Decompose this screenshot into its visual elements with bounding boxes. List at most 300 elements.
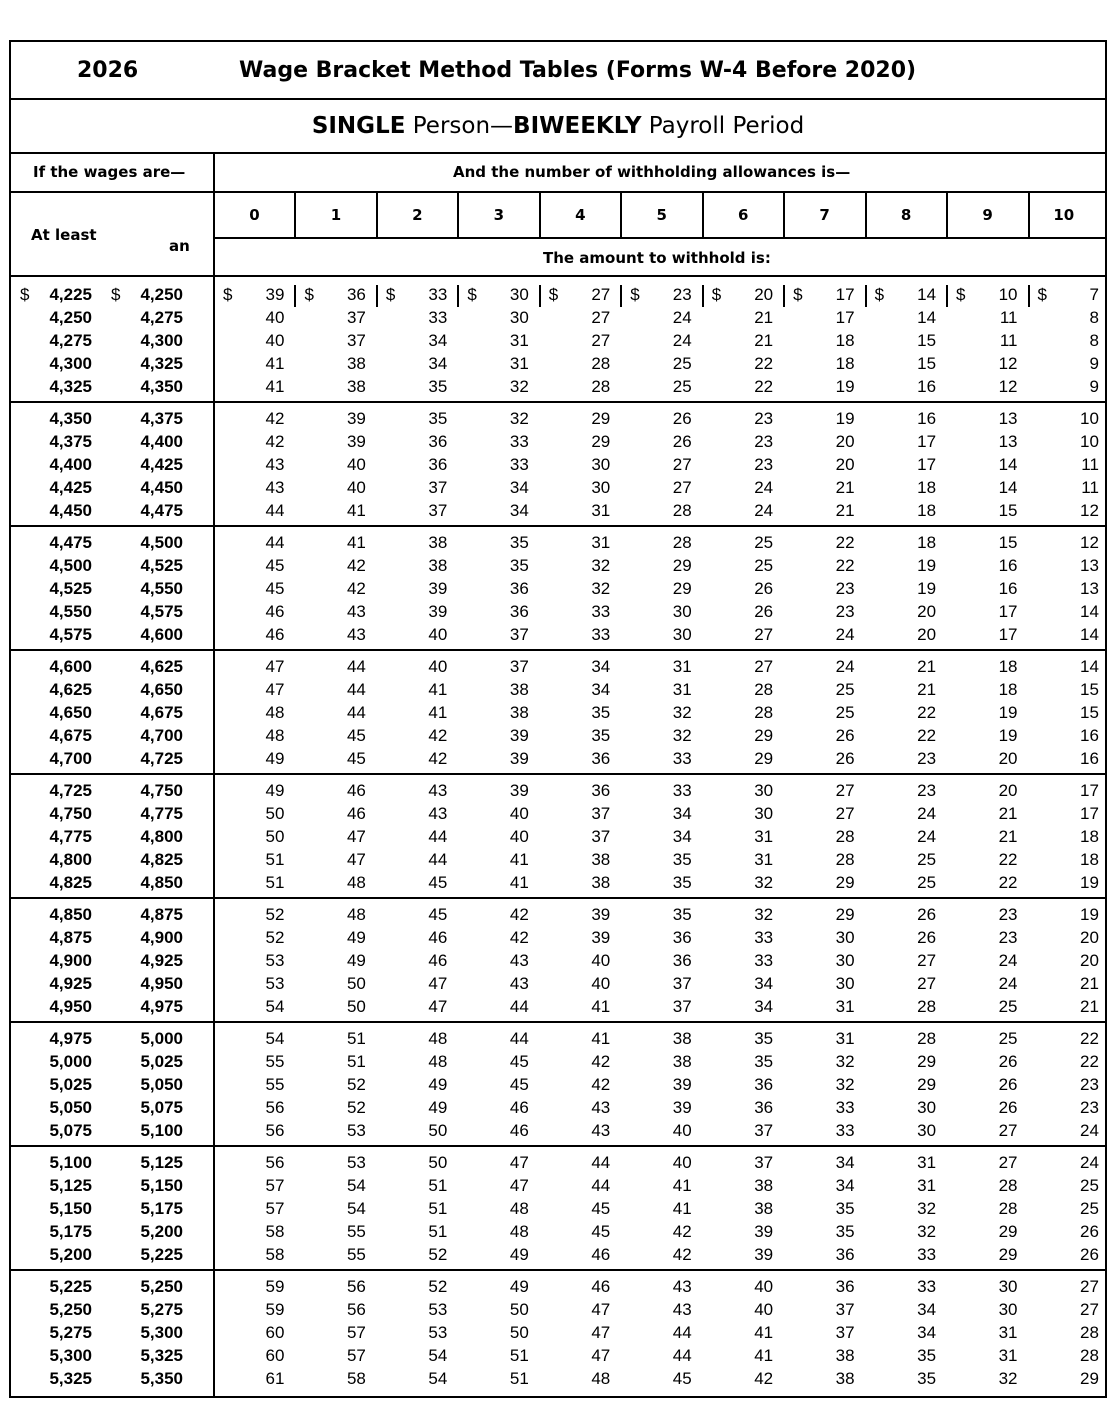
withholding-amount: 38 xyxy=(346,354,366,373)
withholding-amount: 29 xyxy=(754,749,774,768)
withholding-amount: 36 xyxy=(591,781,611,800)
wage-but-less-than: 5,150 xyxy=(140,1176,183,1195)
withholding-amount: 51 xyxy=(428,1176,448,1195)
withholding-amount: 30 xyxy=(672,625,692,644)
wage-at-least: 5,150 xyxy=(49,1199,92,1218)
withholding-amount: 32 xyxy=(998,1369,1018,1388)
withholding-amount: 37 xyxy=(428,501,448,520)
withholding-amount: 42 xyxy=(754,1369,774,1388)
withholding-amount: 34 xyxy=(591,657,611,676)
withholding-amount: 43 xyxy=(591,1098,611,1117)
withholding-amount: 11 xyxy=(1081,478,1099,497)
withholding-amount: 42 xyxy=(509,928,529,947)
withholding-amount: 21 xyxy=(1080,997,1099,1016)
withholding-amount: 31 xyxy=(998,1346,1018,1365)
withholding-amount: 52 xyxy=(346,1075,366,1094)
withholding-amount: 24 xyxy=(1080,1121,1099,1140)
divider xyxy=(620,191,622,237)
withholding-amount: 30 xyxy=(754,781,774,800)
withholding-amount: 39 xyxy=(509,781,529,800)
wage-but-less-than: 4,575 xyxy=(140,602,183,621)
wage-but-less-than: 4,750 xyxy=(140,781,183,800)
withholding-amount: 54 xyxy=(265,997,285,1016)
withholding-amount: 60 xyxy=(265,1323,285,1342)
withholding-amount: 40 xyxy=(754,1277,774,1296)
subtitle-filing-status: SINGLE xyxy=(311,113,406,139)
dollar-sign: $ xyxy=(956,285,966,304)
withholding-amount: 46 xyxy=(591,1245,611,1264)
withholding-amount: 29 xyxy=(672,579,692,598)
withholding-amount: 38 xyxy=(428,533,448,552)
withholding-amount: 21 xyxy=(835,501,855,520)
wage-but-less-than: 5,350 xyxy=(140,1369,183,1388)
group-divider xyxy=(11,897,1105,899)
withholding-amount: 52 xyxy=(428,1277,448,1296)
withholding-amount: 31 xyxy=(672,680,692,699)
withholding-amount: 39 xyxy=(672,1075,692,1094)
wage-but-less-than: 5,225 xyxy=(140,1245,183,1264)
withholding-amount: 45 xyxy=(672,1369,692,1388)
withholding-amount: 38 xyxy=(754,1199,774,1218)
withholding-amount: 25 xyxy=(998,1029,1018,1048)
allowance-column-header: 3 xyxy=(493,206,505,224)
withholding-amount: 18 xyxy=(917,533,937,552)
withholding-amount: 40 xyxy=(509,827,529,846)
withholding-amount: 14 xyxy=(917,285,937,304)
withholding-amount: 45 xyxy=(591,1199,611,1218)
withholding-amount: 10 xyxy=(1080,409,1099,428)
withholding-amount: 42 xyxy=(346,579,366,598)
withholding-amount: 35 xyxy=(591,726,611,745)
table-title: Wage Bracket Method Tables (Forms W-4 Before 2020) xyxy=(239,58,917,83)
withholding-amount: 19 xyxy=(835,409,855,428)
withholding-amount: 22 xyxy=(1080,1029,1099,1048)
withholding-amount: 31 xyxy=(509,331,529,350)
withholding-amount: 30 xyxy=(917,1098,937,1117)
withholding-amount: 21 xyxy=(917,680,937,699)
withholding-amount: 25 xyxy=(672,377,692,396)
withholding-amount: 33 xyxy=(917,1245,937,1264)
withholding-amount: 16 xyxy=(917,377,937,396)
withholding-amount: 41 xyxy=(428,703,448,722)
withholding-amount: 38 xyxy=(754,1176,774,1195)
withholding-amount: 32 xyxy=(754,873,774,892)
withholding-amount: 43 xyxy=(265,478,285,497)
wage-at-least: 5,275 xyxy=(49,1323,92,1342)
withholding-amount: 37 xyxy=(672,974,692,993)
wage-but-less-than: 5,050 xyxy=(140,1075,183,1094)
withholding-amount: 31 xyxy=(509,354,529,373)
withholding-amount: 33 xyxy=(428,308,448,327)
wage-but-less-than: 4,350 xyxy=(140,377,183,396)
withholding-amount: 10 xyxy=(1080,432,1099,451)
withholding-amount: 49 xyxy=(509,1245,529,1264)
withholding-amount: 32 xyxy=(917,1222,937,1241)
withholding-amount: 38 xyxy=(672,1052,692,1071)
withholding-amount: 20 xyxy=(835,455,855,474)
withholding-amount: 45 xyxy=(509,1052,529,1071)
withholding-amount: 44 xyxy=(265,501,285,520)
divider xyxy=(702,285,704,307)
withholding-amount: 25 xyxy=(835,703,855,722)
divider xyxy=(294,285,296,307)
withholding-amount: 37 xyxy=(591,827,611,846)
withholding-amount: 26 xyxy=(835,749,855,768)
withholding-amount: 44 xyxy=(509,1029,529,1048)
wage-at-least: 4,275 xyxy=(49,331,92,350)
withholding-amount: 50 xyxy=(509,1323,529,1342)
withholding-amount: 33 xyxy=(672,781,692,800)
group-divider xyxy=(11,649,1105,651)
allowances-header: And the number of withholding allowances is— xyxy=(453,163,851,181)
withholding-amount: 24 xyxy=(917,804,937,823)
dollar-sign: $ xyxy=(874,285,885,304)
withholding-amount: 40 xyxy=(672,1121,692,1140)
withholding-amount: 42 xyxy=(509,905,529,924)
withholding-amount: 38 xyxy=(509,703,529,722)
at-least-label: At least xyxy=(31,226,97,244)
wage-but-less-than: 4,675 xyxy=(140,703,183,722)
wage-but-less-than: 5,250 xyxy=(140,1277,183,1296)
withholding-amount: 18 xyxy=(998,680,1018,699)
withholding-amount: 27 xyxy=(754,657,774,676)
withholding-amount: 14 xyxy=(1080,625,1099,644)
withholding-amount: 21 xyxy=(835,478,855,497)
withholding-amount: 58 xyxy=(346,1369,366,1388)
wage-but-less-than: 4,950 xyxy=(140,974,183,993)
withholding-amount: 47 xyxy=(591,1346,611,1365)
withholding-amount: 31 xyxy=(591,533,611,552)
withholding-amount: 34 xyxy=(917,1323,937,1342)
withholding-amount: 13 xyxy=(1080,556,1099,575)
withholding-amount: 27 xyxy=(835,804,855,823)
divider xyxy=(865,285,867,307)
withholding-amount: 43 xyxy=(672,1300,692,1319)
withholding-amount: 41 xyxy=(346,533,366,552)
withholding-amount: 11 xyxy=(1081,455,1099,474)
wage-at-least: 4,450 xyxy=(49,501,92,520)
withholding-amount: 20 xyxy=(917,602,937,621)
withholding-amount: 61 xyxy=(265,1369,285,1388)
group-divider xyxy=(11,1145,1105,1147)
withholding-amount: 49 xyxy=(265,781,285,800)
withholding-amount: 27 xyxy=(917,974,937,993)
withholding-amount: 23 xyxy=(998,928,1018,947)
withholding-amount: 46 xyxy=(428,951,448,970)
wage-at-least: 4,975 xyxy=(49,1029,92,1048)
withholding-amount: 24 xyxy=(754,501,774,520)
wage-at-least: 5,000 xyxy=(49,1052,92,1071)
withholding-amount: 36 xyxy=(672,951,692,970)
allowance-column-header: 6 xyxy=(737,206,749,224)
wage-at-least: 5,250 xyxy=(49,1300,92,1319)
wage-at-least: 4,425 xyxy=(49,478,92,497)
withholding-amount: 55 xyxy=(265,1075,285,1094)
withholding-amount: 44 xyxy=(672,1346,692,1365)
divider xyxy=(11,191,1105,193)
withholding-amount: 28 xyxy=(917,1029,937,1048)
wage-but-less-than: 4,425 xyxy=(140,455,183,474)
withholding-amount: 38 xyxy=(672,1029,692,1048)
withholding-amount: 34 xyxy=(835,1153,855,1172)
withholding-amount: 15 xyxy=(998,533,1018,552)
wage-at-least: 4,500 xyxy=(49,556,92,575)
withholding-amount: 37 xyxy=(835,1323,855,1342)
withholding-amount: 45 xyxy=(509,1075,529,1094)
withholding-amount: 37 xyxy=(346,308,366,327)
withholding-amount: 22 xyxy=(917,726,937,745)
withholding-amount: 17 xyxy=(1080,804,1099,823)
withholding-amount: 17 xyxy=(917,455,937,474)
withholding-amount: 33 xyxy=(509,432,529,451)
wage-but-less-than: 4,725 xyxy=(140,749,183,768)
wage-but-less-than: 5,075 xyxy=(140,1098,183,1117)
withholding-amount: 24 xyxy=(835,625,855,644)
withholding-amount: 34 xyxy=(672,804,692,823)
withholding-amount: 24 xyxy=(917,827,937,846)
withholding-amount: 27 xyxy=(1080,1277,1099,1296)
withholding-amount: 37 xyxy=(754,1153,774,1172)
withholding-amount: 18 xyxy=(917,501,937,520)
withholding-amount: 26 xyxy=(917,928,937,947)
withholding-amount: 18 xyxy=(917,478,937,497)
withholding-amount: 35 xyxy=(754,1052,774,1071)
withholding-amount: 47 xyxy=(428,974,448,993)
withholding-amount: 35 xyxy=(672,873,692,892)
withholding-amount: 16 xyxy=(1080,749,1099,768)
divider xyxy=(213,237,1105,239)
withholding-amount: 41 xyxy=(591,997,611,1016)
wage-but-less-than: 4,975 xyxy=(140,997,183,1016)
withholding-amount: 28 xyxy=(672,533,692,552)
withholding-amount: 35 xyxy=(591,703,611,722)
withholding-amount: 23 xyxy=(754,455,774,474)
withholding-amount: 59 xyxy=(265,1300,285,1319)
but-less-label: an xyxy=(169,237,190,255)
withholding-amount: 24 xyxy=(754,478,774,497)
withholding-amount: 27 xyxy=(998,1153,1018,1172)
withholding-amount: 57 xyxy=(346,1323,366,1342)
withholding-amount: 21 xyxy=(998,804,1018,823)
withholding-amount: 32 xyxy=(835,1075,855,1094)
wage-at-least: 5,225 xyxy=(49,1277,92,1296)
withholding-amount: 50 xyxy=(346,974,366,993)
withholding-amount: 34 xyxy=(672,827,692,846)
withholding-amount: 31 xyxy=(917,1176,937,1195)
wage-at-least: 5,200 xyxy=(49,1245,92,1264)
withholding-amount: 28 xyxy=(998,1199,1018,1218)
withholding-amount: 36 xyxy=(428,432,448,451)
withholding-amount: 52 xyxy=(428,1245,448,1264)
wage-but-less-than: 4,700 xyxy=(140,726,183,745)
withholding-amount: 47 xyxy=(346,850,366,869)
withholding-amount: 21 xyxy=(1080,974,1099,993)
withholding-amount: 58 xyxy=(265,1222,285,1241)
withholding-amount: 33 xyxy=(754,928,774,947)
withholding-amount: 29 xyxy=(835,905,855,924)
withholding-amount: 34 xyxy=(428,354,448,373)
withholding-amount: 39 xyxy=(591,928,611,947)
withholding-amount: 49 xyxy=(509,1277,529,1296)
wage-at-least: 5,175 xyxy=(49,1222,92,1241)
withholding-amount: 48 xyxy=(346,905,366,924)
withholding-amount: 26 xyxy=(998,1075,1018,1094)
withholding-amount: 36 xyxy=(509,602,529,621)
withholding-amount: 34 xyxy=(754,974,774,993)
withholding-amount: 10 xyxy=(998,285,1018,304)
withholding-amount: 25 xyxy=(1080,1199,1099,1218)
divider xyxy=(376,285,378,307)
dollar-sign: $ xyxy=(1037,285,1047,304)
withholding-amount: 30 xyxy=(835,951,855,970)
withholding-amount: 24 xyxy=(672,331,692,350)
withholding-amount: 45 xyxy=(265,579,285,598)
withholding-amount: 23 xyxy=(1080,1075,1099,1094)
withholding-amount: 26 xyxy=(998,1098,1018,1117)
wage-at-least: 4,300 xyxy=(49,354,92,373)
withholding-amount: 11 xyxy=(999,308,1018,327)
withholding-amount: 23 xyxy=(998,905,1018,924)
withholding-amount: 47 xyxy=(428,997,448,1016)
withholding-amount: 44 xyxy=(346,657,366,676)
withholding-amount: 30 xyxy=(754,804,774,823)
withholding-amount: 18 xyxy=(1080,827,1099,846)
withholding-amount: 46 xyxy=(265,625,285,644)
withholding-amount: 49 xyxy=(346,928,366,947)
withholding-amount: 19 xyxy=(1080,873,1099,892)
dollar-sign: $ xyxy=(111,285,121,304)
withholding-amount: 26 xyxy=(998,1052,1018,1071)
withholding-amount: 24 xyxy=(998,974,1018,993)
withholding-amount: 31 xyxy=(754,827,774,846)
withholding-amount: 27 xyxy=(917,951,937,970)
withholding-amount: 48 xyxy=(428,1029,448,1048)
withholding-amount: 29 xyxy=(591,432,611,451)
withholding-amount: 40 xyxy=(591,951,611,970)
wage-but-less-than: 5,275 xyxy=(140,1300,183,1319)
withholding-amount: 37 xyxy=(591,804,611,823)
wage-but-less-than: 4,625 xyxy=(140,657,183,676)
withholding-amount: 41 xyxy=(428,680,448,699)
withholding-amount: 50 xyxy=(428,1121,448,1140)
divider xyxy=(1028,285,1030,307)
allowance-column-header: 5 xyxy=(656,206,667,224)
withholding-amount: 43 xyxy=(428,804,448,823)
withholding-amount: 56 xyxy=(265,1098,285,1117)
wage-but-less-than: 4,375 xyxy=(140,409,183,428)
withholding-amount: 24 xyxy=(1080,1153,1099,1172)
withholding-amount: 41 xyxy=(509,850,529,869)
wage-at-least: 4,800 xyxy=(49,850,92,869)
wage-at-least: 4,600 xyxy=(49,657,92,676)
wage-but-less-than: 4,275 xyxy=(140,308,183,327)
wage-but-less-than: 4,900 xyxy=(140,928,183,947)
wage-at-least: 4,650 xyxy=(49,703,92,722)
withholding-amount: 44 xyxy=(428,850,448,869)
withholding-amount: 54 xyxy=(428,1346,448,1365)
withholding-amount: 30 xyxy=(672,602,692,621)
withholding-amount: 35 xyxy=(428,377,448,396)
withholding-amount: 27 xyxy=(754,625,774,644)
divider xyxy=(376,191,378,237)
withholding-amount: 51 xyxy=(428,1222,448,1241)
withholding-amount: 51 xyxy=(428,1199,448,1218)
withholding-amount: 34 xyxy=(509,501,529,520)
withholding-amount: 20 xyxy=(835,432,855,451)
withholding-amount: 13 xyxy=(1080,579,1099,598)
withholding-amount: 31 xyxy=(754,850,774,869)
withholding-amount: 25 xyxy=(672,354,692,373)
withholding-amount: 53 xyxy=(265,951,285,970)
withholding-amount: 17 xyxy=(917,432,937,451)
withholding-amount: 47 xyxy=(591,1323,611,1342)
wage-at-least: 4,550 xyxy=(49,602,92,621)
withholding-amount: 20 xyxy=(1080,951,1099,970)
withholding-amount: 31 xyxy=(672,657,692,676)
withholding-amount: 26 xyxy=(754,602,774,621)
withholding-amount: 31 xyxy=(835,997,855,1016)
withholding-amount: 15 xyxy=(917,331,937,350)
withholding-amount: 12 xyxy=(998,377,1018,396)
wages-header: If the wages are— xyxy=(33,163,186,181)
withholding-amount: 19 xyxy=(998,703,1018,722)
withholding-amount: 42 xyxy=(591,1052,611,1071)
withholding-amount: 11 xyxy=(999,331,1018,350)
withholding-amount: 14 xyxy=(1080,602,1099,621)
withholding-amount: 40 xyxy=(428,657,448,676)
withholding-amount: 29 xyxy=(1080,1369,1099,1388)
withholding-amount: 27 xyxy=(591,308,611,327)
withholding-amount: 43 xyxy=(428,781,448,800)
withholding-amount: 54 xyxy=(265,1029,285,1048)
withholding-amount: 41 xyxy=(591,1029,611,1048)
group-divider xyxy=(11,1269,1105,1271)
withholding-amount: 29 xyxy=(591,409,611,428)
withholding-amount: 32 xyxy=(591,556,611,575)
withholding-amount: 14 xyxy=(1080,657,1099,676)
withholding-amount: 45 xyxy=(346,726,366,745)
withholding-amount: 27 xyxy=(591,285,611,304)
group-divider xyxy=(11,525,1105,527)
wage-at-least: 4,525 xyxy=(49,579,92,598)
withholding-amount: 37 xyxy=(672,997,692,1016)
withholding-amount: 35 xyxy=(428,409,448,428)
withholding-amount: 28 xyxy=(754,703,774,722)
withholding-amount: 19 xyxy=(835,377,855,396)
dollar-sign: $ xyxy=(223,285,233,304)
dollar-sign: $ xyxy=(711,285,722,304)
withholding-amount: 39 xyxy=(754,1222,774,1241)
withholding-amount: 32 xyxy=(835,1052,855,1071)
dollar-sign: $ xyxy=(630,285,640,304)
withholding-amount: 54 xyxy=(346,1199,366,1218)
withholding-amount: 16 xyxy=(998,579,1018,598)
withholding-amount: 20 xyxy=(1080,928,1099,947)
withholding-amount: 41 xyxy=(509,873,529,892)
withholding-amount: 12 xyxy=(1080,501,1099,520)
wage-but-less-than: 4,250 xyxy=(140,285,183,304)
wage-at-least: 4,825 xyxy=(49,873,92,892)
withholding-amount: 38 xyxy=(509,680,529,699)
withholding-amount: 38 xyxy=(428,556,448,575)
withholding-amount: 42 xyxy=(428,726,448,745)
withholding-amount: 33 xyxy=(672,749,692,768)
withholding-amount: 31 xyxy=(591,501,611,520)
divider xyxy=(1028,191,1030,237)
group-divider xyxy=(11,401,1105,403)
withholding-amount: 43 xyxy=(509,974,529,993)
withholding-amount: 42 xyxy=(265,432,285,451)
